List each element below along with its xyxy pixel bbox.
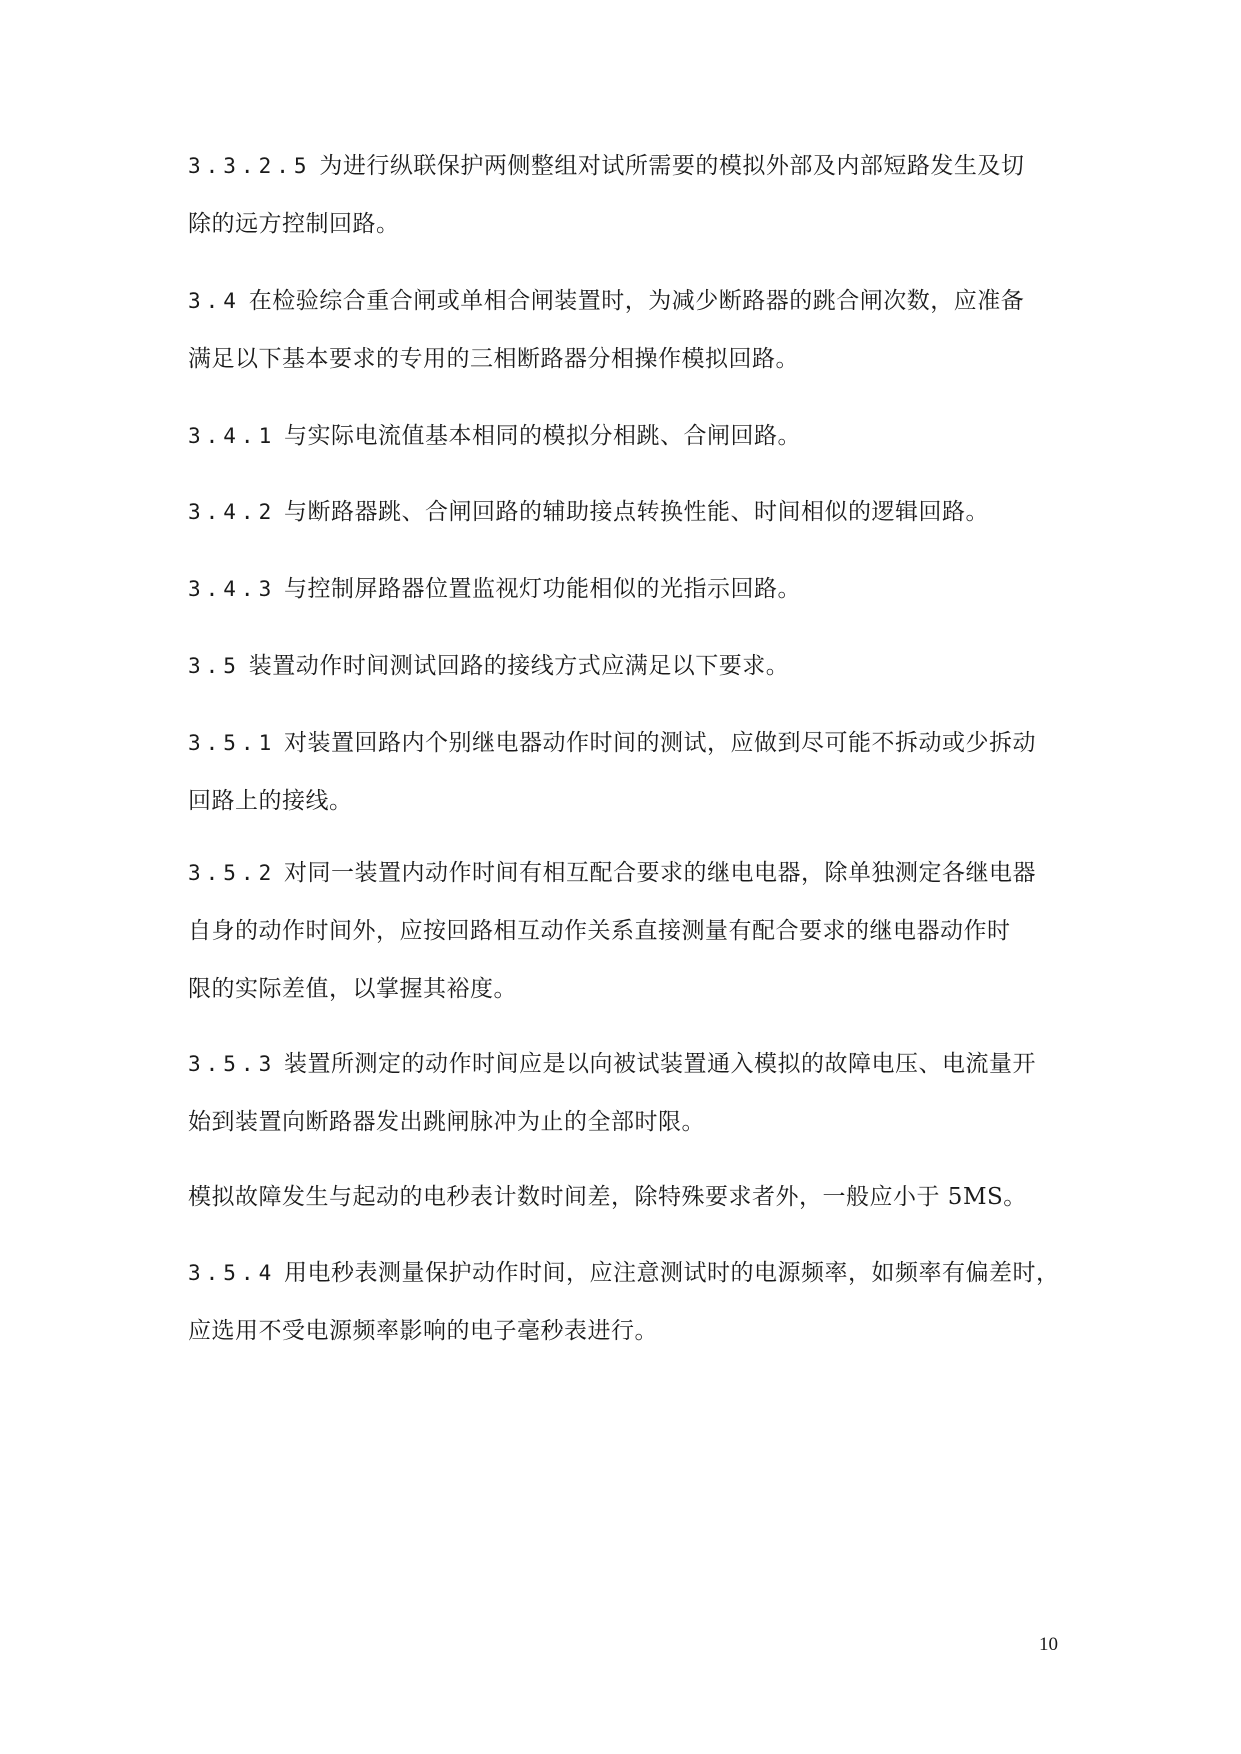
section-number: 3.4.2	[188, 500, 277, 524]
section-number: 3.4.3	[188, 577, 277, 601]
paragraph-line	[188, 714, 1068, 772]
section-number: 3.4	[188, 289, 241, 313]
paragraph-line	[188, 195, 1068, 253]
paragraph-timing-note	[188, 1168, 1068, 1226]
paragraph-3-4-1	[188, 407, 1068, 465]
paragraph-text: 对同一装置内动作时间有相互配合要求的继电电器，除单独测定各继电器	[284, 860, 1037, 886]
paragraph-3-4-3	[188, 560, 1068, 618]
paragraph-text: 装置所测定的动作时间应是以向被试装置通入模拟的故障电压、电流量开	[284, 1051, 1037, 1077]
paragraph-line	[188, 637, 1068, 695]
paragraph-line	[188, 272, 1068, 330]
paragraph-text: 对装置回路内个别继电器动作时间的测试，应做到尽可能不拆动或少拆动	[284, 730, 1037, 756]
paragraph-text: 满足以下基本要求的专用的三相断路器分相操作模拟回路。	[188, 346, 799, 372]
section-number: 3.5	[188, 654, 241, 678]
paragraph-line	[188, 483, 1068, 541]
paragraph-3-3-2-5	[188, 137, 1068, 253]
page-number: 10	[1039, 1634, 1058, 1655]
paragraph-line	[188, 137, 1068, 195]
paragraph-line	[188, 1302, 1068, 1360]
paragraph-text: 装置动作时间测试回路的接线方式应满足以下要求。	[248, 653, 790, 679]
paragraph-text: 在检验综合重合闸或单相合闸装置时，为减少断路器的跳合闸次数，应准备	[248, 288, 1025, 314]
paragraph-text: 除的远方控制回路。	[188, 211, 400, 237]
paragraph-3-5-3	[188, 1035, 1068, 1151]
paragraph-line	[188, 560, 1068, 618]
section-number: 3.5.1	[188, 731, 277, 755]
paragraph-line	[188, 844, 1068, 902]
paragraph-text: 与断路器跳、合闸回路的辅助接点转换性能、时间相似的逻辑回路。	[284, 499, 990, 525]
paragraph-text: 应选用不受电源频率影响的电子毫秒表进行。	[188, 1318, 658, 1344]
paragraph-line	[188, 1168, 1068, 1226]
paragraph-text: 限的实际差值，以掌握其裕度。	[188, 976, 517, 1002]
paragraph-line	[188, 772, 1068, 830]
paragraph-3-5	[188, 637, 1068, 695]
section-number: 3.5.3	[188, 1052, 277, 1076]
paragraph-line	[188, 407, 1068, 465]
paragraph-3-5-1	[188, 714, 1068, 830]
paragraph-text: 为进行纵联保护两侧整组对试所需要的模拟外部及内部短路发生及切	[319, 153, 1025, 179]
section-number: 3.4.1	[188, 424, 277, 448]
paragraph-text: 始到装置向断路器发出跳闸脉冲为止的全部时限。	[188, 1109, 705, 1135]
paragraph-text: 与实际电流值基本相同的模拟分相跳、合闸回路。	[284, 423, 802, 449]
paragraph-3-4-2	[188, 483, 1068, 541]
section-number: 3.5.2	[188, 861, 277, 885]
paragraph-line	[188, 1035, 1068, 1093]
paragraph-3-5-4	[188, 1244, 1068, 1360]
paragraph-text: 模拟故障发生与起动的电秒表计数时间差，除特殊要求者外，一般应小于 5MS。	[188, 1184, 1027, 1210]
paragraph-text: 回路上的接线。	[188, 788, 353, 814]
paragraph-line	[188, 1244, 1068, 1302]
paragraph-3-4	[188, 272, 1068, 388]
paragraph-line	[188, 1093, 1068, 1151]
section-number: 3.5.4	[188, 1261, 277, 1285]
paragraph-line	[188, 902, 1068, 960]
paragraph-text: 与控制屏路器位置监视灯功能相似的光指示回路。	[284, 576, 802, 602]
paragraph-line	[188, 330, 1068, 388]
section-number: 3.3.2.5	[188, 154, 312, 178]
paragraph-line	[188, 960, 1068, 1018]
paragraph-text: 自身的动作时间外，应按回路相互动作关系直接测量有配合要求的继电器动作时	[188, 918, 1011, 944]
paragraph-text: 用电秒表测量保护动作时间，应注意测试时的电源频率，如频率有偏差时，	[284, 1260, 1060, 1286]
paragraph-3-5-2	[188, 844, 1068, 1018]
